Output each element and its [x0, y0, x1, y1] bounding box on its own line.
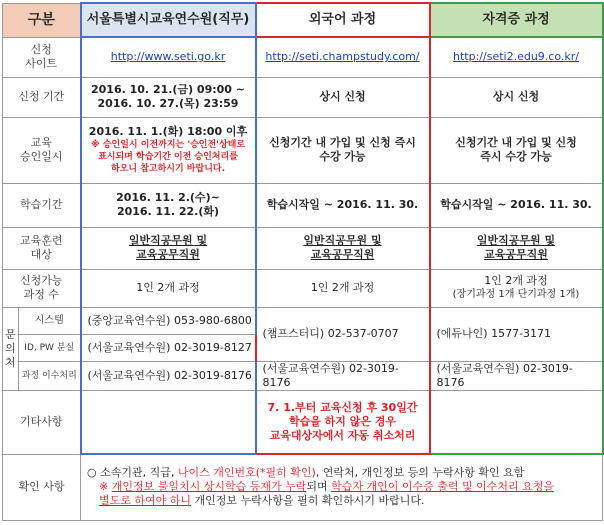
header-row [3, 3, 603, 37]
link-seti[interactable]: http://www.seti.go.kr [110, 50, 226, 64]
period-champstudy: 상시 신청 [256, 77, 430, 117]
inquiry-course-champstudy: (서울교육연수원) 02-3019-8176 [256, 361, 430, 390]
target-champstudy: 일반직공무원 및 교육공무직원 [256, 227, 430, 269]
study-edu9: 학습시작일 ~ 2016. 11. 30. [430, 183, 603, 227]
inquiry-idpw-seti: (서울교육연수원) 02-3019-8127 [81, 334, 256, 361]
header-foreign-language: 외국어 과정 [256, 3, 430, 37]
inquiry-course-seti: (서울교육연수원) 02-3019-8176 [81, 361, 256, 390]
row-confirm [3, 454, 603, 520]
approval-champstudy: 신청기간 내 가입 및 신청 즉시 수강 가능 [256, 117, 430, 183]
inquiry-course-edu9: (서울교육연수원) 02-3019-8176 [430, 361, 603, 390]
confirm-line-1: ○ 소속기관, 직급, 나이스 개인번호(*필히 확인), 연락처, 개인정보 등의 누락사항 확인 요함 [87, 466, 525, 480]
row-study [3, 183, 603, 227]
link-champstudy[interactable]: http://seti.champstudy.com/ [265, 50, 420, 64]
confirm-line-2: ※ 개인정보 불일치시 상시학습 등재가 누락되며 학습자 개인이 이수증 출력 및 이수처리 요청을 [99, 480, 554, 494]
label-study: 학습기간 [3, 183, 81, 227]
count-champstudy: 1인 2개 과정 [256, 269, 430, 307]
header-certificate: 자격증 과정 [430, 3, 603, 37]
row-period [3, 77, 603, 117]
row-target [3, 227, 603, 269]
etc-champstudy: 7. 1.부터 교육신청 후 30일간 학습을 하지 않은 경우 교육대상자에서 자동 취소처리 [256, 390, 430, 454]
label-inquiry-group: 문의처 [3, 307, 19, 390]
row-site [3, 37, 603, 77]
link-edu9[interactable]: http://seti2.edu9.co.kr/ [453, 50, 579, 64]
study-champstudy: 학습시작일 ~ 2016. 11. 30. [256, 183, 430, 227]
label-confirm: 확인 사항 [3, 454, 81, 520]
row-etc [3, 390, 603, 454]
confirm-line-3: 별도로 하여야 하니 개인정보 누락사항을 필히 확인하시기 바랍니다. [99, 494, 425, 508]
label-inquiry-system: 시스템 [19, 307, 81, 334]
row-count [3, 269, 603, 307]
label-inquiry-course: 과정 이수처리 [19, 361, 81, 390]
approval-seti: 2016. 11. 1.(화) 18:00 이후 ※ 승인일시 이전까지는 '승인전'상태로 표시되며 학습기간 이전 승인처리를 하오니 참고하시기 바랍니다. [81, 117, 256, 183]
period-edu9: 상시 신청 [430, 77, 603, 117]
target-edu9: 일반직공무원 및 교육공무직원 [430, 227, 603, 269]
inquiry-system-seti: (중앙교육연수원) 053-980-6800 [81, 307, 256, 334]
label-approval: 교육 승인일시 [3, 117, 81, 183]
study-seti: 2016. 11. 2.(수)~ 2016. 11. 22.(화) [81, 183, 256, 227]
target-seti: 일반직공무원 및 교육공무직원 [81, 227, 256, 269]
label-etc: 기타사항 [3, 390, 81, 454]
row-inquiry-system [3, 307, 603, 334]
label-target: 교육훈련 대상 [3, 227, 81, 269]
count-edu9: 1인 2개 과정 (장기과정 1개 단기과정 1개) [430, 269, 603, 307]
row-approval [3, 117, 603, 183]
confirm-notice [81, 454, 603, 520]
period-seti: 2016. 10. 21.(금) 09:00 ~ 2016. 10. 27.(목) 23:59 [81, 77, 256, 117]
header-seoul-institute: 서울특별시교육연수원(직무) [81, 3, 256, 37]
etc-edu9 [430, 390, 603, 454]
label-period: 신청 기간 [3, 77, 81, 117]
label-inquiry-idpw: ID, PW 분실 [19, 334, 81, 361]
header-label: 구분 [3, 3, 81, 37]
label-count: 신청가능 과정 수 [3, 269, 81, 307]
inquiry-sys-idpw-edu9: (에듀나인) 1577-3171 [430, 307, 603, 361]
course-comparison-table [2, 2, 604, 521]
label-site: 신청 사이트 [3, 37, 81, 77]
inquiry-sys-idpw-champstudy: (챔프스터디) 02-537-0707 [256, 307, 430, 361]
approval-edu9: 신청기간 내 가입 및 신청 즉시 수강 가능 [430, 117, 603, 183]
row-inquiry-course [3, 361, 603, 390]
etc-seti [81, 390, 256, 454]
count-seti: 1인 2개 과정 [81, 269, 256, 307]
